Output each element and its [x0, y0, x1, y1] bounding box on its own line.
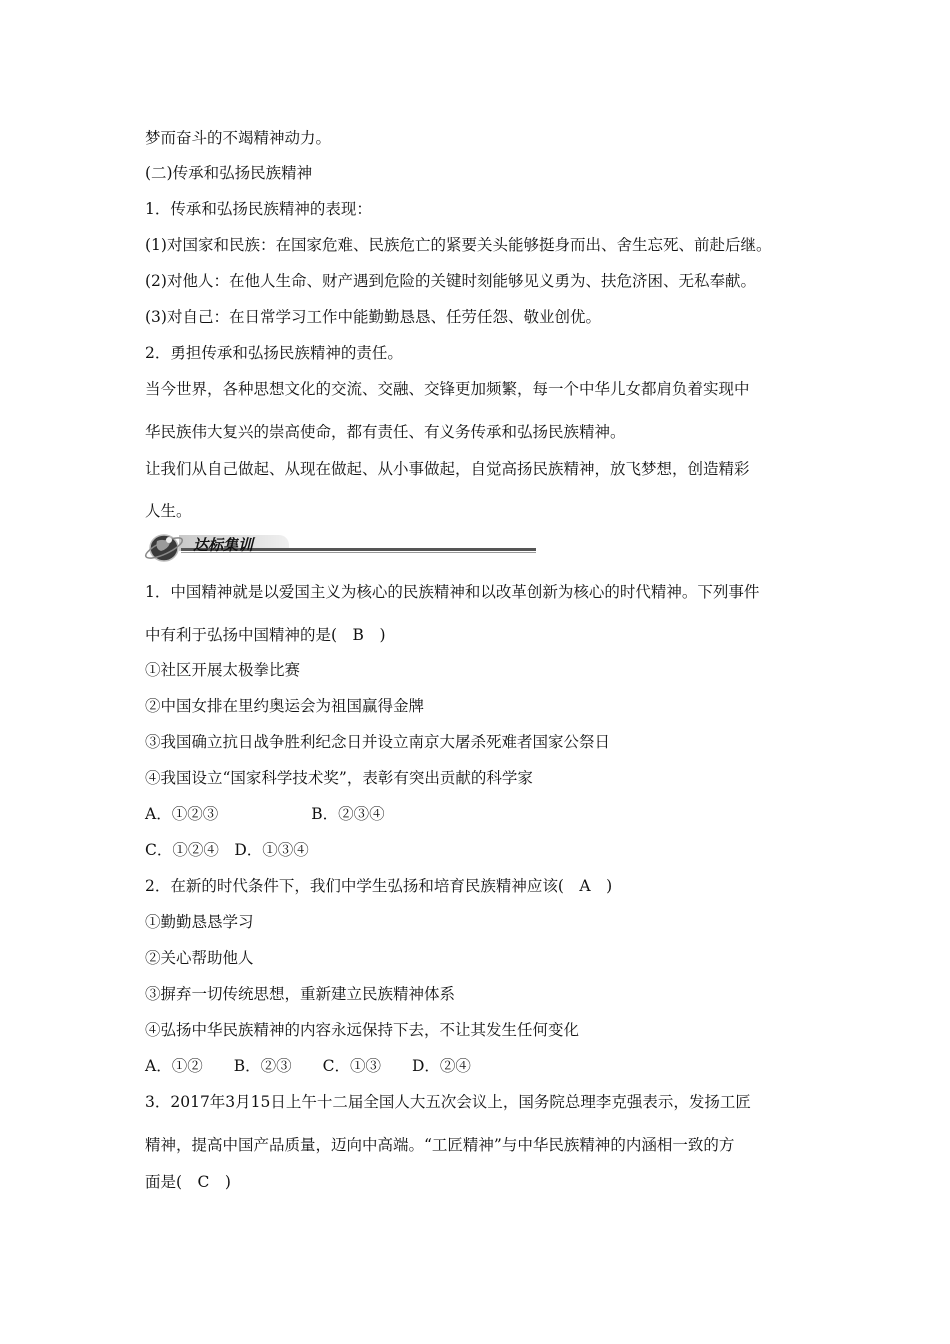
text-line: 中有利于弘扬中国精神的是( B )	[145, 626, 386, 644]
text-line: ①勤勤恳恳学习	[145, 913, 254, 931]
text-line: (2)对他人：在他人生命、财产遇到危险的关键时刻能够见义勇为、扶危济困、无私奉献。	[145, 272, 756, 290]
text-line: A．①②③ B．②③④	[145, 805, 385, 823]
text-line: 让我们从自己做起、从现在做起、从小事做起，自觉高扬民族精神，放飞梦想，创造精彩	[145, 460, 750, 478]
text-line: (3)对自己：在日常学习工作中能勤勤恳恳、任劳任怨、敬业创优。	[145, 308, 601, 326]
banner-label: 达标集训	[193, 536, 254, 554]
text-line: C．①②④ D．①③④	[145, 841, 309, 859]
text-line: 梦而奋斗的不竭精神动力。	[145, 129, 332, 147]
text-line: 2．在新的时代条件下，我们中学生弘扬和培育民族精神应该( A )	[145, 877, 613, 895]
text-line: 3．2017年3月15日上午十二届全国人大五次会议上，国务院总理李克强表示，发扬工匠	[145, 1093, 751, 1111]
text-line: ①社区开展太极拳比赛	[145, 661, 301, 679]
text-line: 面是( C )	[145, 1173, 231, 1191]
text-line: 2．勇担传承和弘扬民族精神的责任。	[145, 344, 403, 362]
text-line: 当今世界，各种思想文化的交流、交融、交锋更加频繁，每一个中华儿女都肩负着实现中	[145, 380, 750, 398]
text-line: ④弘扬中华民族精神的内容永远保持下去，不让其发生任何变化	[145, 1021, 580, 1039]
text-line: 华民族伟大复兴的崇高使命，都有责任、有义务传承和弘扬民族精神。	[145, 423, 626, 441]
text-line: (1)对国家和民族：在国家危难、民族危亡的紧要关头能够挺身而出、舍生忘死、前赴后继。	[145, 236, 772, 254]
text-line: 人生。	[145, 502, 192, 520]
text-line: 精神，提高中国产品质量，迈向中高端。“工匠精神”与中华民族精神的内涵相一致的方	[145, 1136, 735, 1154]
text-line: ③我国确立抗日战争胜利纪念日并设立南京大屠杀死难者国家公祭日	[145, 733, 611, 751]
text-line: A．①② B．②③ C．①③ D．②④	[145, 1057, 471, 1075]
text-line: (二)传承和弘扬民族精神	[145, 164, 313, 182]
globe-icon	[143, 529, 187, 565]
text-line: ④我国设立“国家科学技术奖”，表彰有突出贡献的科学家	[145, 769, 533, 787]
text-line: 1．中国精神就是以爱国主义为核心的民族精神和以改革创新为核心的时代精神。下列事件	[145, 583, 760, 601]
section-banner	[143, 529, 533, 565]
text-line: ③摒弃一切传统思想，重新建立民族精神体系	[145, 985, 456, 1003]
text-line: ②中国女排在里约奥运会为祖国赢得金牌	[145, 697, 425, 715]
text-line: ②关心帮助他人	[145, 949, 254, 967]
text-line: 1．传承和弘扬民族精神的表现：	[145, 200, 372, 218]
